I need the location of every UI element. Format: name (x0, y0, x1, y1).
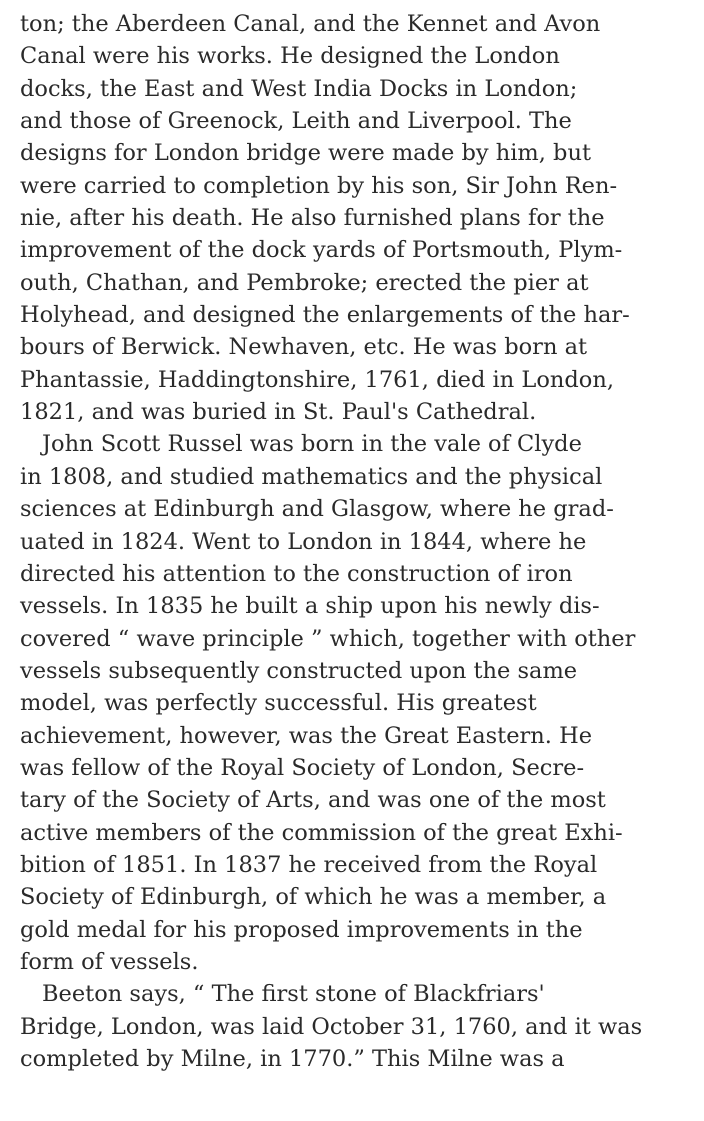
text-line: uated in 1824. Went to London in 1844, where he (20, 528, 587, 555)
text-line: John Scott Russel was born in the vale of Clyde (42, 431, 582, 458)
text-line: Holyhead, and designed the enlargements of the har- (20, 302, 630, 329)
text-line: docks, the East and West India Docks in London; (20, 75, 578, 102)
text-line: Society of Edinburgh, of which he was a member, a (20, 884, 607, 911)
text-line: form of vessels. (20, 948, 199, 975)
text-line: tary of the Society of Arts, and was one of the most (20, 787, 606, 814)
text-line: Phantassie, Haddingtonshire, 1761, died in London, (20, 366, 614, 393)
text-line: 1821, and was buried in St. Paul's Cathedral. (20, 399, 537, 426)
paragraph-russel-biography (20, 428, 686, 978)
text-line: sciences at Edinburgh and Glasgow, where he grad- (20, 496, 614, 523)
text-line: vessels. In 1835 he built a ship upon his newly dis- (20, 593, 600, 620)
text-line: active members of the commission of the great Exhi- (20, 819, 623, 846)
text-line: directed his attention to the construction of iron (20, 560, 573, 587)
document-page (20, 0, 686, 1075)
text-line: designs for London bridge were made by him, but (20, 140, 591, 167)
text-line: bition of 1851. In 1837 he received from the Royal (20, 851, 598, 878)
text-line: Beeton says, “ The first stone of Blackfriars' (42, 981, 545, 1008)
text-line: model, was perfectly successful. His greatest (20, 690, 537, 717)
paragraph-rennie-works (20, 8, 686, 428)
text-line: and those of Greenock, Leith and Liverpool. The (20, 108, 572, 135)
text-line: vessels subsequently constructed upon the same (20, 657, 578, 684)
text-line: achievement, however, was the Great Eastern. He (20, 722, 593, 749)
paragraph-blackfriars-bridge (20, 978, 686, 1075)
text-line: completed by Milne, in 1770.” This Milne was a (20, 1046, 565, 1072)
text-line: improvement of the dock yards of Portsmouth, Plym- (20, 237, 623, 264)
text-line: covered “ wave principle ” which, together with other (20, 625, 636, 652)
text-line: in 1808, and studied mathematics and the physical (20, 463, 603, 490)
text-line: outh, Chathan, and Pembroke; erected the pier at (20, 269, 589, 296)
text-line: nie, after his death. He also furnished plans for the (20, 205, 605, 232)
text-line: gold medal for his proposed improvements in the (20, 916, 583, 943)
text-line: Canal were his works. He designed the London (20, 43, 560, 70)
text-line: ton; the Aberdeen Canal, and the Kennet and Avon (20, 11, 601, 37)
text-line: were carried to completion by his son, Sir John Ren- (20, 172, 618, 199)
text-line: bours of Berwick. Newhaven, etc. He was born at (20, 334, 588, 361)
text-line: Bridge, London, was laid October 31, 1760, and it was (20, 1013, 643, 1040)
text-line: was fellow of the Royal Society of London, Secre- (20, 754, 585, 781)
